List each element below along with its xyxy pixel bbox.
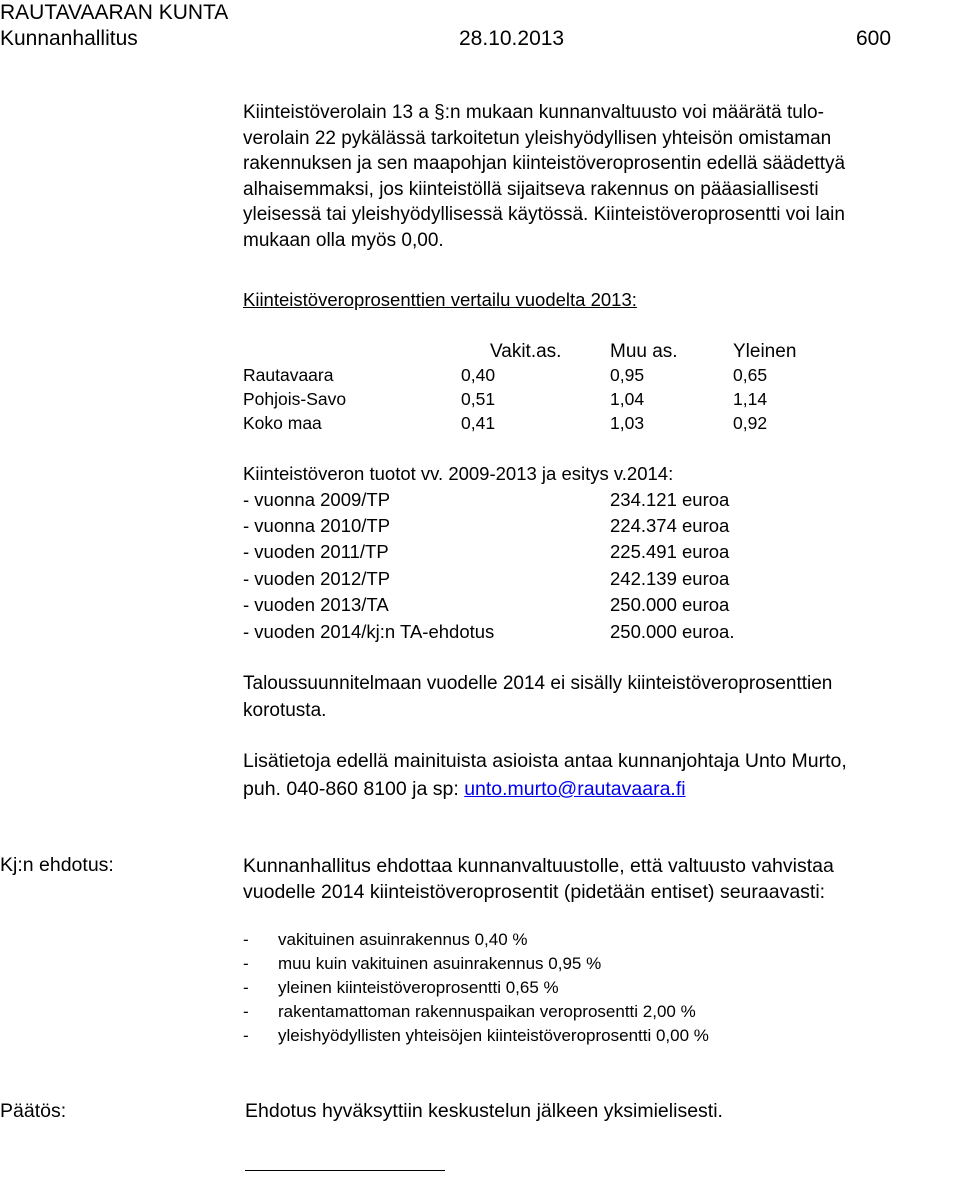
intro-line: mukaan olla myös 0,00.: [243, 229, 444, 251]
plan-line: Taloussuunnitelmaan vuodelle 2014 ei sisälly kiinteistöveroprosenttien: [243, 673, 833, 694]
proposal-text: [243, 853, 834, 905]
value-cell: 1,14: [733, 389, 768, 409]
column-header: Muu as.: [610, 341, 678, 362]
revenue-label: - vuoden 2014/kj:n TA-ehdotus: [243, 621, 495, 642]
intro-line: alhaisemmaksi, jos kiinteistöllä sijaitseva rakennus on pääasiallisesti: [243, 178, 819, 200]
proposal-item-text: yleishyödyllisten yhteisöjen kiinteistöveroprosentti 0,00 %: [278, 1026, 709, 1045]
value-cell: 1,04: [610, 389, 645, 409]
proposal-item-text: yleinen kiinteistöveroprosentti 0,65 %: [278, 978, 559, 997]
revenue-amount: 234.121 euroa: [610, 489, 730, 510]
org-name: RAUTAVAARAN KUNTA: [0, 1, 229, 24]
signature-line: [245, 1170, 445, 1171]
intro-line: yleisessä tai yleishyödyllisessä käytössä. Kiinteistöveroprosentti voi lain: [243, 204, 845, 225]
revenue-label: - vuoden 2012/TP: [243, 568, 391, 589]
contact-paragraph: [243, 747, 847, 803]
value-cell: 0,95: [610, 365, 645, 385]
proposal-label: Kj:n ehdotus:: [0, 854, 114, 876]
revenue-amount: 250.000 euroa.: [610, 621, 735, 642]
value-cell: 0,40: [461, 365, 496, 385]
revenue-amount: 242.139 euroa: [610, 568, 730, 589]
intro-line: verolain 22 pykälässä tarkoitetun yleishyödyllisen yhteisön omistaman: [243, 127, 832, 149]
region-cell: Koko maa: [243, 413, 322, 433]
column-header: Yleinen: [733, 341, 797, 362]
body-name: Kunnanhallitus: [0, 27, 138, 50]
value-cell: 0,41: [461, 413, 496, 433]
list-bullet: -: [243, 978, 249, 997]
page-number: 600: [856, 27, 892, 50]
region-cell: Pohjois-Savo: [243, 389, 347, 409]
list-bullet: -: [243, 954, 249, 973]
value-cell: 0,51: [461, 389, 496, 409]
contact-phone-text: puh. 040-860 8100 ja sp:: [243, 778, 465, 800]
comparison-title: Kiinteistöveroprosenttien vertailu vuodelta 2013:: [243, 289, 637, 310]
plan-paragraph: [243, 670, 832, 724]
column-header: Vakit.as.: [490, 341, 562, 362]
proposal-item-text: muu kuin vakituinen asuinrakennus 0,95 %: [278, 954, 602, 973]
intro-paragraph: [243, 100, 845, 253]
proposal-item-text: vakituinen asuinrakennus 0,40 %: [278, 930, 528, 949]
proposal-item-text: rakentamattoman rakennuspaikan veroprosentti 2,00 %: [278, 1002, 696, 1021]
meeting-date: 28.10.2013: [459, 27, 565, 50]
value-cell: 0,92: [733, 413, 768, 433]
region-cell: Rautavaara: [243, 365, 334, 385]
intro-line: Kiinteistöverolain 13 a §:n mukaan kunnanvaltuusto voi määrätä tulo-: [243, 102, 824, 123]
proposal-line: Kunnanhallitus ehdottaa kunnanvaltuustolle, että valtuusto vahvistaa: [243, 855, 834, 877]
revenue-amount: 225.491 euroa: [610, 541, 730, 562]
value-cell: 1,03: [610, 413, 645, 433]
revenue-amount: 250.000 euroa: [610, 594, 730, 615]
plan-line: korotusta.: [243, 700, 327, 721]
proposal-line: vuodelle 2014 kiinteistöveroprosentit (pidetään entiset) seuraavasti:: [243, 881, 826, 903]
decision-label: Päätös:: [0, 1100, 67, 1122]
list-bullet: -: [243, 1026, 249, 1045]
revenue-title: Kiinteistöveron tuotot vv. 2009-2013 ja esitys v.2014:: [243, 463, 674, 484]
intro-line: rakennuksen ja sen maapohjan kiinteistöveroprosentin edellä säädettyä: [243, 153, 846, 174]
value-cell: 0,65: [733, 365, 768, 385]
contact-line: Lisätietoja edellä mainituista asioista antaa kunnanjohtaja Unto Murto,: [243, 750, 847, 772]
decision-text: Ehdotus hyväksyttiin keskustelun jälkeen yksimielisesti.: [245, 1100, 723, 1122]
email-link[interactable]: unto.murto@rautavaara.fi: [464, 778, 686, 800]
list-bullet: -: [243, 1002, 249, 1021]
revenue-label: - vuonna 2010/TP: [243, 515, 391, 536]
list-bullet: -: [243, 930, 249, 949]
revenue-amount: 224.374 euroa: [610, 515, 730, 536]
revenue-label: - vuoden 2011/TP: [243, 541, 389, 562]
contact-line: [243, 775, 847, 803]
revenue-label: - vuonna 2009/TP: [243, 489, 391, 510]
revenue-label: - vuoden 2013/TA: [243, 594, 389, 615]
